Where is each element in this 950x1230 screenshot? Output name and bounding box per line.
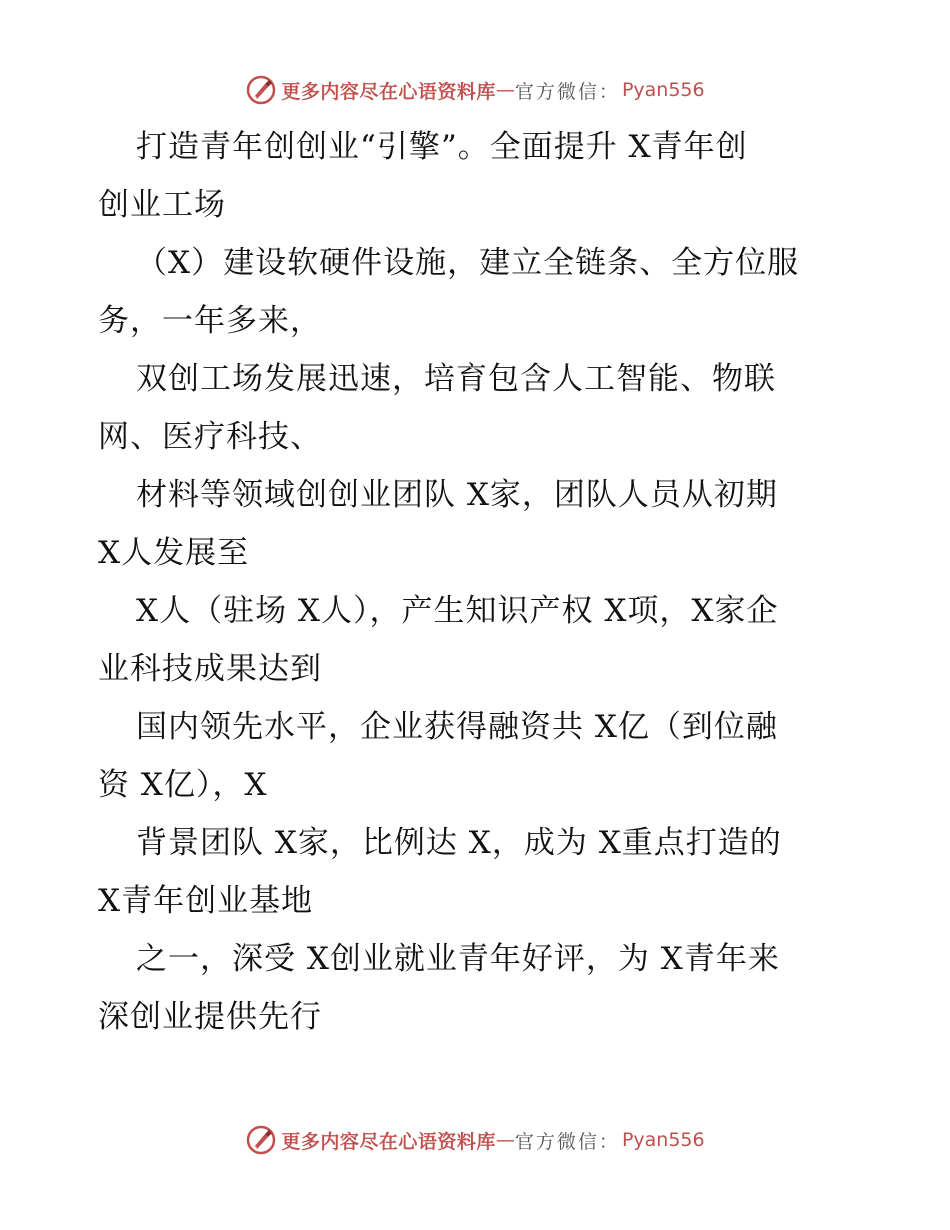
paragraph-line: 双创工场发展迅速，培育包含人工智能、物联 [136,361,776,397]
pen-logo-icon [245,1124,277,1156]
paragraph-line: 资 X亿），X [98,767,268,803]
paragraph-line: 材料等领域创创业团队 X家，团队人员从初期 [136,477,778,513]
paragraph-line: 深创业提供先行 [98,999,322,1035]
paragraph [98,582,858,698]
paragraph [98,350,858,466]
pen-logo-icon [245,74,277,106]
paragraph [98,466,858,582]
watermark-wechat-id: Pyan556 [621,1129,705,1151]
paragraph-line: 之一，深受 X创业就业青年好评，为 X青年来 [136,941,780,977]
paragraph-line: 打造青年创创业“引擎”。全面提升 X青年创 [136,129,748,165]
header-watermark [0,70,950,110]
watermark-dash: — [495,1129,515,1151]
watermark-brand-text: 更多内容尽在心语资料库 [281,80,496,103]
watermark-brand-text: 更多内容尽在心语资料库 [281,1130,496,1153]
paragraph [98,930,858,1046]
paragraph-line: X人（驻场 X人），产生知识产权 X项，X家企 [136,593,779,629]
document-body [98,118,858,1046]
watermark-official-label: 官方微信： [514,80,620,103]
paragraph-line: （X）建设软硬件设施，建立全链条、全方位服 [136,245,800,281]
paragraph-line: 背景团队 X家，比例达 X，成为 X重点打造的 [136,825,782,861]
paragraph [98,234,858,350]
paragraph [98,118,858,234]
footer-watermark [0,1120,950,1160]
paragraph-line: 国内领先水平，企业获得融资共 X亿（到位融 [136,709,778,745]
paragraph [98,814,858,930]
watermark-official-label: 官方微信： [514,1130,620,1153]
watermark-wechat-id: Pyan556 [621,79,705,101]
paragraph-line: 创业工场 [98,187,226,223]
paragraph-line: 业科技成果达到 [98,651,322,687]
paragraph-line: 网、医疗科技、 [98,419,322,455]
paragraph [98,698,858,814]
paragraph-line: X青年创业基地 [98,883,314,919]
paragraph-line: X人发展至 [98,535,250,571]
watermark-dash: — [495,79,515,101]
paragraph-line: 务，一年多来， [98,303,322,339]
